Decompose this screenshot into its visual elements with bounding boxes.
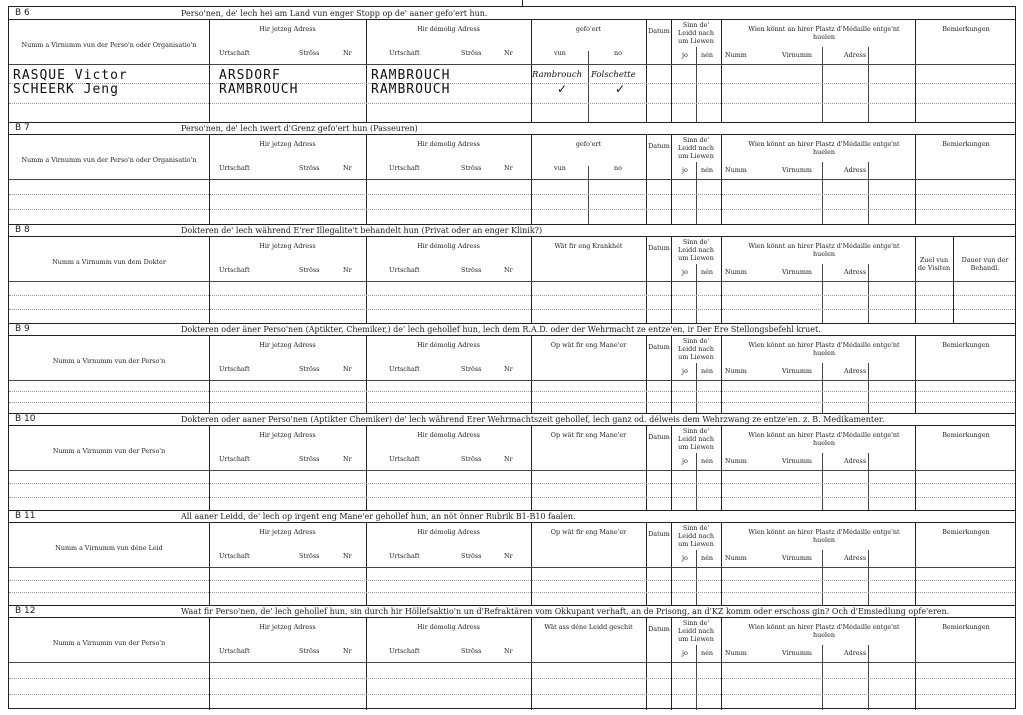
risk-subheader: jo [682, 649, 688, 657]
column-risk-header: Sinn de' Leidd nach um Liewen [678, 238, 714, 262]
column-divider [721, 237, 722, 323]
section-title-row [9, 413, 1015, 426]
section-id: B 7 [15, 123, 30, 133]
address-subheader: Urtschaft [389, 552, 420, 560]
column-name-header: Numm a Virnumm vun der Perso'n oder Organisatio'n [21, 156, 197, 164]
column-date-header: Datum [648, 530, 670, 538]
risk-subheader: nén [701, 166, 714, 174]
column-current-address-header: Hir jetzeg Adress [259, 431, 316, 439]
column-former-address-header: Hir démolig Adress [417, 528, 480, 536]
column-fourth-header: Wät ass déne Leidd geschit [544, 623, 633, 631]
entry-row-rule [9, 678, 1015, 679]
column-medal-header: Wien könnt an hirer Plastz d'Médaille entge'nt huelen [748, 431, 900, 447]
medal-divider [868, 550, 869, 605]
risk-subheader: nén [701, 268, 714, 276]
risk-divider [696, 453, 697, 510]
section-top-border [9, 323, 1015, 324]
section-b11 [9, 510, 1015, 605]
column-medal-header: Wien könnt an hirer Plastz d'Médaille entge'nt huelen [748, 242, 900, 258]
medal-subheader: Adress [844, 367, 867, 375]
column-name-header: Numm a Virnumm vun dem Dokter [52, 258, 166, 266]
medal-subheader: Adress [844, 51, 867, 59]
section-top-border [9, 510, 1015, 511]
column-current-address-header: Hir jetzeg Adress [259, 341, 316, 349]
column-risk-header: Sinn de' Leidd nach um Liewen [678, 524, 714, 548]
risk-subheader: nén [701, 367, 714, 375]
column-current-address-header: Hir jetzeg Adress [259, 25, 316, 33]
medal-subheader: Adress [844, 649, 867, 657]
column-divider [209, 618, 210, 710]
column-current-address-header: Hir jetzeg Adress [259, 528, 316, 536]
address-subheader: Urtschaft [219, 49, 250, 57]
section-top-border [9, 122, 1015, 123]
entry-former-place: RAMBROUCH [371, 82, 451, 97]
risk-divider [696, 162, 697, 224]
form-page [8, 6, 1016, 709]
section-id: B 6 [15, 8, 30, 18]
address-subheader: Nr [343, 49, 352, 57]
column-medal-header: Wien könnt an hirer Plastz d'Médaille entge'nt huelen [748, 140, 900, 156]
column-divider [366, 20, 367, 122]
header-bottom-rule [9, 281, 1015, 282]
column-divider [915, 20, 916, 122]
section-title: All aaner Leidd, de' lech op irgent eng Mane'er gehollef hun, an nöt önner Rubrik B1-B10 faalen. [181, 512, 576, 521]
column-current-address-header: Hir jetzeg Adress [259, 623, 316, 631]
column-name-header: Numm a Virnumm vun der Perso'n oder Organisatio'n [21, 41, 197, 49]
column-divider [366, 237, 367, 323]
medal-subheader: Virnumm [782, 457, 812, 465]
address-subheader: Ströss [461, 164, 482, 172]
medal-subheader: Virnumm [782, 554, 812, 562]
fourth-divider [588, 166, 589, 224]
header-bottom-rule [9, 567, 1015, 568]
address-subheader: Nr [504, 266, 513, 274]
address-subheader: Nr [504, 647, 513, 655]
section-b10 [9, 413, 1015, 510]
column-divider [366, 618, 367, 710]
section-title: Perso'nen, de' lech hei am Land vun enger Stopp op de' aaner gefo'ert hun. [181, 9, 488, 18]
column-divider [671, 237, 672, 323]
address-subheader: Ströss [299, 164, 320, 172]
column-date-header: Datum [648, 625, 670, 633]
header-bottom-rule [9, 380, 1015, 381]
column-risk-header: Sinn de' Leidd nach um Liewen [678, 427, 714, 451]
address-subheader: Nr [504, 552, 513, 560]
column-medal-header: Wien könnt an hirer Plastz d'Médaille entge'nt huelen [748, 341, 900, 357]
column-divider [671, 618, 672, 710]
section-top-border [9, 413, 1015, 414]
address-subheader: Nr [343, 164, 352, 172]
medal-divider [822, 264, 823, 323]
risk-divider [696, 550, 697, 605]
section-id: B 11 [15, 511, 36, 521]
column-divider [915, 618, 916, 710]
entry-name: SCHEERK Jeng [13, 82, 119, 97]
risk-subheader: jo [682, 268, 688, 276]
risk-subheader: nén [701, 554, 714, 562]
medal-divider [822, 47, 823, 122]
entry-from: ✓ [557, 82, 568, 96]
transport-subheader: vun [554, 164, 566, 172]
column-current-address-header: Hir jetzeg Adress [259, 242, 316, 250]
medal-divider [822, 550, 823, 605]
risk-subheader: jo [682, 554, 688, 562]
column-remarks-header: Bemierkungen [942, 431, 990, 439]
column-fourth-header: Op wät fir eng Mane'er [550, 431, 627, 439]
column-divider [671, 20, 672, 122]
column-date-header: Datum [648, 27, 670, 35]
address-subheader: Urtschaft [389, 164, 420, 172]
section-b9 [9, 323, 1015, 413]
entry-row-rule [9, 391, 1015, 392]
address-subheader: Nr [504, 49, 513, 57]
column-former-address-header: Hir démolig Adress [417, 140, 480, 148]
column-date-header: Datum [648, 433, 670, 441]
column-divider [721, 20, 722, 122]
section-title: Dokteren oder aaner Perso'nen (Aptikter Chemiker) de' lech während Erer Wehrmachtszeit gehollef, lech ganz od. délweis dem Wehrzwang ze entze'en. z. B. Medikamenter. [181, 415, 885, 424]
address-subheader: Ströss [299, 647, 320, 655]
medal-divider [822, 162, 823, 224]
column-name-header: Numm a Virnumm vun der Perso'n [52, 357, 166, 365]
column-visits-header: Zuel vun de Visiten [917, 256, 951, 272]
column-fourth-header: gefo'ert [575, 25, 602, 33]
address-subheader: Urtschaft [219, 552, 250, 560]
entry-row-rule [9, 209, 1015, 210]
address-subheader: Urtschaft [389, 365, 420, 373]
entry-row-rule [9, 580, 1015, 581]
entry-row-rule [9, 295, 1015, 296]
section-b7 [9, 122, 1015, 224]
address-subheader: Ströss [461, 266, 482, 274]
column-fourth-header: Wät fir eng Krankhét [554, 242, 623, 250]
entry-row-rule [9, 103, 1015, 104]
column-medal-header: Wien könnt an hirer Plastz d'Médaille entge'nt huelen [748, 623, 900, 639]
section-title-row [9, 122, 1015, 135]
medal-divider [868, 264, 869, 323]
section-title: Dokteren de' lech während E'rer Illegalite't behandelt hun (Privat oder an enger Klinik?) [181, 226, 543, 235]
section-b6 [9, 7, 1015, 122]
header-bottom-rule [9, 179, 1015, 180]
column-fourth-header: Op wät fir eng Mane'er [550, 341, 627, 349]
section-b8 [9, 224, 1015, 323]
risk-subheader: jo [682, 166, 688, 174]
column-divider [531, 237, 532, 323]
address-subheader: Ströss [299, 49, 320, 57]
section-top-border [9, 605, 1015, 606]
column-divider [915, 237, 916, 323]
medal-subheader: Virnumm [782, 51, 812, 59]
header-bottom-rule [9, 470, 1015, 471]
medal-subheader: Adress [844, 554, 867, 562]
medal-divider [868, 453, 869, 510]
column-divider [953, 237, 954, 323]
risk-divider [696, 363, 697, 413]
column-remarks-header: Bemierkungen [942, 25, 990, 33]
risk-divider [696, 47, 697, 122]
entry-row-rule [9, 483, 1015, 484]
address-subheader: Ströss [461, 552, 482, 560]
section-id: B 9 [15, 324, 30, 334]
entry-current-place: ARSDORF [219, 68, 281, 83]
section-title-row [9, 605, 1015, 618]
medal-subheader: Adress [844, 268, 867, 276]
section-id: B 10 [15, 414, 36, 424]
address-subheader: Nr [343, 455, 352, 463]
address-subheader: Urtschaft [219, 164, 250, 172]
column-date-header: Datum [648, 343, 670, 351]
medal-subheader: Virnumm [782, 166, 812, 174]
medal-divider [822, 453, 823, 510]
address-subheader: Nr [504, 455, 513, 463]
column-former-address-header: Hir démolig Adress [417, 431, 480, 439]
column-current-address-header: Hir jetzeg Adress [259, 140, 316, 148]
column-date-header: Datum [648, 244, 670, 252]
column-former-address-header: Hir démolig Adress [417, 623, 480, 631]
address-subheader: Ströss [299, 365, 320, 373]
transport-subheader: no [614, 49, 622, 57]
column-former-address-header: Hir démolig Adress [417, 25, 480, 33]
column-divider [531, 618, 532, 710]
address-subheader: Urtschaft [219, 365, 250, 373]
section-title: Perso'nen, de' lech iwert d'Grenz gefo'ert hun (Passeuren) [181, 124, 418, 133]
medal-subheader: Numm [725, 166, 747, 174]
section-id: B 8 [15, 225, 30, 235]
address-subheader: Ströss [299, 455, 320, 463]
address-subheader: Nr [343, 647, 352, 655]
medal-subheader: Numm [725, 554, 747, 562]
column-fourth-header: gefo'ert [575, 140, 602, 148]
column-remarks-header: Bemierkungen [942, 528, 990, 536]
section-title-row [9, 510, 1015, 523]
entry-to: ✓ [615, 82, 626, 96]
column-medal-header: Wien könnt an hirer Plastz d'Médaille entge'nt huelen [748, 25, 900, 41]
section-b12 [9, 605, 1015, 710]
column-risk-header: Sinn de' Leidd nach um Liewen [678, 136, 714, 160]
column-divider [646, 20, 647, 122]
entry-current-place: RAMBROUCH [219, 82, 299, 97]
address-subheader: Ströss [299, 552, 320, 560]
section-top-border [9, 224, 1015, 225]
risk-divider [696, 264, 697, 323]
section-title: Waat fir Perso'nen, de' lech gehollef hun, sin durch hir Höllefsaktio'n un d'Refraktären vom Okkupant verhaft, an de Prisong, an d'KZ komm oder erschoss gin? Och d'Emsiedlung opfe'eren. [181, 607, 950, 616]
section-id: B 12 [15, 606, 36, 616]
risk-subheader: jo [682, 367, 688, 375]
address-subheader: Nr [343, 266, 352, 274]
medal-subheader: Numm [725, 367, 747, 375]
column-risk-header: Sinn de' Leidd nach um Liewen [678, 619, 714, 643]
address-subheader: Ströss [299, 266, 320, 274]
entry-row-rule [9, 402, 1015, 403]
risk-subheader: nén [701, 649, 714, 657]
address-subheader: Ströss [461, 365, 482, 373]
address-subheader: Nr [343, 552, 352, 560]
medal-subheader: Numm [725, 457, 747, 465]
entry-row-rule [9, 309, 1015, 310]
entry-name: RASQUE Victor [13, 68, 128, 83]
entry-from: Rambrouch [532, 70, 583, 80]
address-subheader: Nr [504, 164, 513, 172]
transport-subheader: vun [554, 49, 566, 57]
column-risk-header: Sinn de' Leidd nach um Liewen [678, 21, 714, 45]
section-title-row [9, 224, 1015, 237]
risk-subheader: jo [682, 457, 688, 465]
medal-divider [822, 363, 823, 413]
column-date-header: Datum [648, 142, 670, 150]
entry-row-rule [9, 694, 1015, 695]
address-subheader: Urtschaft [219, 455, 250, 463]
column-risk-header: Sinn de' Leidd nach um Liewen [678, 337, 714, 361]
medal-subheader: Adress [844, 166, 867, 174]
address-subheader: Nr [504, 365, 513, 373]
risk-subheader: nén [701, 457, 714, 465]
medal-subheader: Adress [844, 457, 867, 465]
medal-subheader: Numm [725, 268, 747, 276]
address-subheader: Ströss [461, 49, 482, 57]
address-subheader: Urtschaft [219, 266, 250, 274]
column-divider [209, 20, 210, 122]
address-subheader: Urtschaft [389, 266, 420, 274]
address-subheader: Urtschaft [389, 647, 420, 655]
column-former-address-header: Hir démolig Adress [417, 341, 480, 349]
entry-to: Folschette [591, 70, 636, 80]
medal-subheader: Numm [725, 51, 747, 59]
section-title-row [9, 323, 1015, 336]
medal-subheader: Virnumm [782, 268, 812, 276]
entry-row-rule [9, 194, 1015, 195]
column-duration-header: Dauer vun der Behandl. [961, 256, 1009, 272]
risk-subheader: nén [701, 51, 714, 59]
address-subheader: Urtschaft [389, 455, 420, 463]
medal-subheader: Virnumm [782, 649, 812, 657]
entry-former-place: RAMBROUCH [371, 68, 451, 83]
transport-subheader: no [614, 164, 622, 172]
section-title: Dokteren oder äner Perso'nen (Aptikter, Chemiker,) de' lech gehollef hun, lech dem R.A.D. oder der Wehrmacht ze entze'en, ir Der Ere Stellongsbefehl kruet. [181, 325, 821, 334]
medal-divider [868, 363, 869, 413]
column-remarks-header: Bemierkungen [942, 341, 990, 349]
medal-divider [868, 162, 869, 224]
address-subheader: Nr [343, 365, 352, 373]
column-divider [209, 237, 210, 323]
column-divider [721, 618, 722, 710]
column-remarks-header: Bemierkungen [942, 623, 990, 631]
column-remarks-header: Bemierkungen [942, 140, 990, 148]
medal-divider [868, 47, 869, 122]
address-subheader: Urtschaft [219, 647, 250, 655]
risk-subheader: jo [682, 51, 688, 59]
address-subheader: Urtschaft [389, 49, 420, 57]
column-name-header: Numm a Virnumm vun der Perso'n [52, 447, 166, 455]
section-title-row [9, 7, 1015, 20]
header-bottom-rule [9, 64, 1015, 65]
medal-subheader: Numm [725, 649, 747, 657]
column-name-header: Numm a Virnumm vun der Perso'n [52, 639, 166, 647]
column-former-address-header: Hir démolig Adress [417, 242, 480, 250]
address-subheader: Ströss [461, 647, 482, 655]
column-medal-header: Wien könnt an hirer Plastz d'Médaille entge'nt huelen [748, 528, 900, 544]
address-subheader: Ströss [461, 455, 482, 463]
column-fourth-header: Op wät fir eng Mane'er [550, 528, 627, 536]
column-name-header: Numm a Virnumm vun déne Leid [55, 544, 163, 552]
entry-row-rule [9, 592, 1015, 593]
header-bottom-rule [9, 662, 1015, 663]
fourth-divider [588, 51, 589, 122]
medal-subheader: Virnumm [782, 367, 812, 375]
entry-row-rule [9, 83, 1015, 84]
entry-row-rule [9, 497, 1015, 498]
